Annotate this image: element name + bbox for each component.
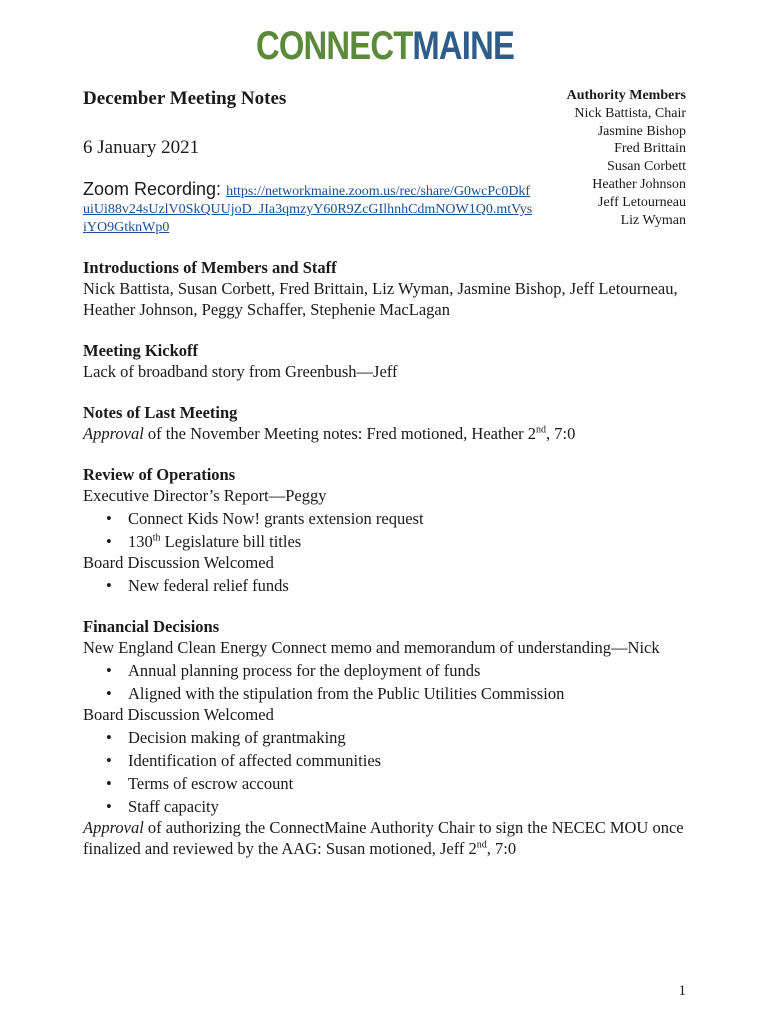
ordinal-suffix: nd (476, 839, 487, 851)
section-heading: Financial Decisions (83, 617, 220, 636)
member-item: Heather Johnson (592, 176, 686, 192)
approval-text: of authorizing the ConnectMaine Authority Chair to sign the NECEC MOU once finalized and reviewed by the AAG: Susan motioned, Jeff 2 (83, 818, 684, 858)
list-item: • Terms of escrow account (128, 773, 693, 794)
members-heading: Authority Members (566, 88, 686, 103)
fin-line: Board Discussion Welcomed (83, 705, 274, 724)
section-last-meeting (83, 402, 693, 444)
approval-word: Approval (83, 818, 144, 837)
ops-line: Executive Director’s Report—Peggy (83, 486, 327, 505)
section-heading: Review of Operations (83, 465, 236, 484)
list-item: • Decision making of grantmaking (128, 727, 693, 748)
ordinal-suffix: nd (536, 424, 547, 436)
section-operations (83, 464, 693, 596)
fin-bullets (83, 660, 693, 704)
ops-line: Board Discussion Welcomed (83, 553, 274, 572)
section-text: Nick Battista, Susan Corbett, Fred Brittain, Liz Wyman, Jasmine Bishop, Jeff Letourneau, Heather Johnson, Peggy Schaffer, Stephenie MacLagan (83, 279, 678, 319)
document-title: December Meeting Notes (83, 88, 287, 109)
zoom-label: Zoom Recording: (83, 179, 227, 199)
zoom-recording-link[interactable]: https://networkmaine.zoom.us/rec/share/G0wcPc0DkfuiUi88v24sUzlV0SkQUUjoD_JIa3qmzyY60R9ZcGIlhnhCdmNOW1Q0.mtVysiYO9GtknWp0 (83, 184, 533, 235)
section-text: Lack of broadband story from Greenbush—Jeff (83, 362, 398, 381)
page-number: 1 (678, 983, 686, 999)
list-item (128, 531, 693, 552)
ops-bullets (83, 508, 693, 552)
approval-word: Approval (83, 424, 144, 443)
approval-line (83, 423, 693, 444)
member-item: Fred Brittain (614, 141, 686, 157)
document-date: 6 January 2021 (83, 137, 200, 158)
notes-body (83, 257, 693, 879)
bill-text: Legislature bill titles (160, 532, 302, 551)
logo-connect-text: CONNECT (255, 24, 413, 68)
member-item: Liz Wyman (620, 212, 686, 228)
connectmaine-logo (69, 24, 700, 69)
list-item: • Annual planning process for the deployment of funds (128, 660, 693, 681)
section-heading: Meeting Kickoff (83, 341, 199, 360)
section-introductions (83, 257, 693, 320)
list-item: • New federal relief funds (128, 575, 693, 596)
fin-bullets (83, 727, 693, 817)
vote-result: , 7:0 (546, 424, 576, 443)
member-item: Susan Corbett (607, 159, 686, 175)
section-heading: Introductions of Members and Staff (83, 258, 337, 277)
list-item: • Identification of affected communities (128, 750, 693, 771)
section-heading: Notes of Last Meeting (83, 403, 238, 422)
member-item: Jeff Letourneau (598, 194, 686, 210)
member-item: Nick Battista, Chair (574, 105, 686, 121)
section-financial (83, 616, 693, 859)
list-item: • Staff capacity (128, 796, 693, 817)
list-item: • Aligned with the stipulation from the Public Utilities Commission (128, 683, 693, 704)
section-kickoff (83, 340, 693, 382)
ops-bullets (83, 575, 693, 596)
list-item: • Connect Kids Now! grants extension request (128, 508, 693, 529)
approval-text: of the November Meeting notes: Fred motioned, Heather 2 (143, 424, 537, 443)
bill-number: 130 (128, 532, 153, 551)
ordinal-suffix: th (152, 532, 161, 544)
authority-members (567, 87, 686, 229)
approval-line (83, 817, 693, 859)
fin-line: New England Clean Energy Connect memo and memorandum of understanding—Nick (83, 638, 660, 657)
member-item: Jasmine Bishop (597, 123, 686, 139)
logo-maine-text: MAINE (412, 24, 515, 68)
vote-result: , 7:0 (486, 839, 517, 858)
zoom-recording (83, 181, 533, 236)
